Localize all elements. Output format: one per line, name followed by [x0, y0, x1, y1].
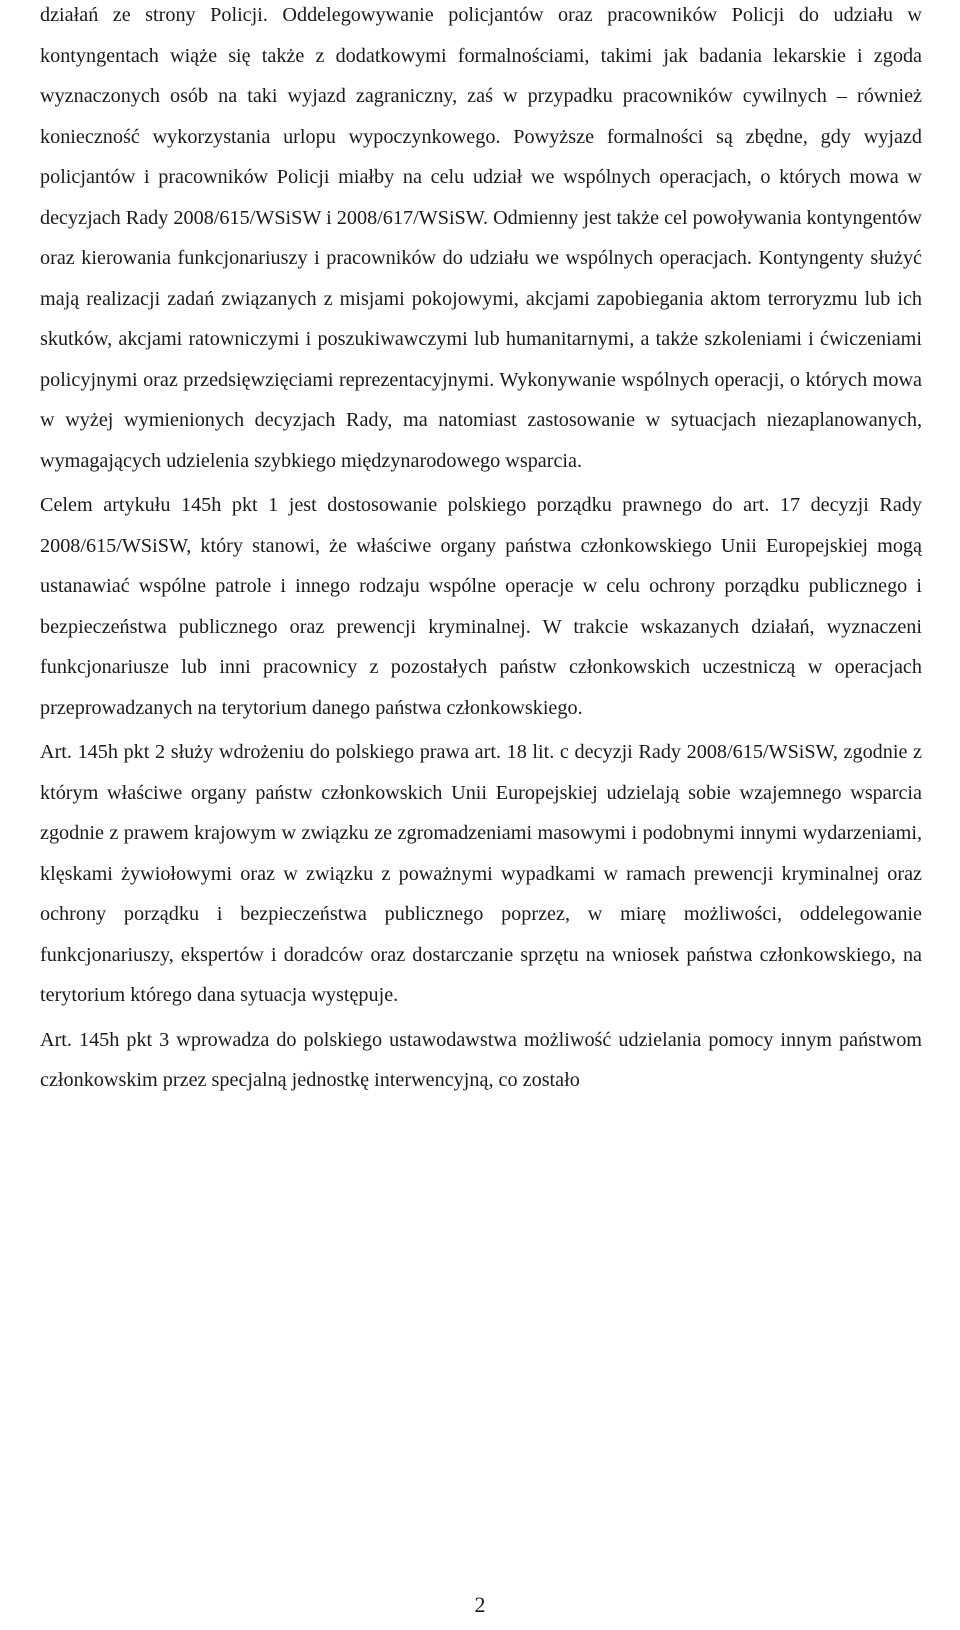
paragraph-4: Art. 145h pkt 3 wprowadza do polskiego ustawodawstwa możliwość udzielania pomocy innym państwom członkowskim przez specjalną jednostkę interwencyjną, co zostało	[40, 1028, 922, 1091]
page-number: 2	[474, 1592, 486, 1617]
paragraph-3: Art. 145h pkt 2 służy wdrożeniu do polskiego prawa art. 18 lit. c decyzji Rady 2008/615/WSiSW, zgodnie z którym właściwe organy państw członkowskich Unii Europejskiej udzielają sobie wzajemnego wsparcia zgodnie z prawem krajowym w związku ze zgromadzeniami masowymi i podobnymi innymi wydarzeniami, klęskami żywiołowymi oraz w związku z poważnymi wypadkami w ramach prewencji kryminalnej oraz ochrony porządku i bezpieczeństwa publicznego poprzez, w miarę możliwości, oddelegowanie funkcjonariuszy, ekspertów i doradców oraz dostarczanie sprzętu na wniosek państwa członkowskiego, na terytorium którego dana sytuacja występuje.	[40, 741, 922, 1006]
paragraph-2: Celem artykułu 145h pkt 1 jest dostosowanie polskiego porządku prawnego do art. 17 decyzji Rady 2008/615/WSiSW, który stanowi, że właściwe organy państwa członkowskiego Unii Europejskiej mogą ustanawiać wspólne patrole i innego rodzaju wspólne operacje w celu ochrony porządku publicznego i bezpieczeństwa publicznego oraz prewencji kryminalnej. W trakcie wskazanych działań, wyznaczeni funkcjonariusze lub inni pracownicy z pozostałych państw członkowskich uczestniczą w operacjach przeprowadzanych na terytorium danego państwa członkowskiego.	[40, 494, 922, 719]
paragraph-1: działań ze strony Policji. Oddelegowywanie policjantów oraz pracowników Policji do udziału w kontyngentach wiąże się także z dodatkowymi formalnościami, takimi jak badania lekarskie i zgoda wyznaczonych osób na taki wyjazd zagraniczny, zaś w przypadku pracowników cywilnych – również konieczność wykorzystania urlopu wypoczynkowego. Powyższe formalności są zbędne, gdy wyjazd policjantów i pracowników Policji miałby na celu udział we wspólnych operacjach, o których mowa w decyzjach Rady 2008/615/WSiSW i 2008/617/WSiSW. Odmienny jest także cel powoływania kontyngentów oraz kierowania funkcjonariuszy i pracowników do udziału we wspólnych operacjach. Kontyngenty służyć mają realizacji zadań związanych z misjami pokojowymi, akcjami zapobiegania aktom terroryzmu lub ich skutków, akcjami ratowniczymi i poszukiwawczymi lub humanitarnymi, a także szkoleniami i ćwiczeniami policyjnymi oraz przedsięwzięciami reprezentacyjnymi. Wykonywanie wspólnych operacji, o których mowa w wyżej wymienionych decyzjach Rady, ma natomiast zastosowanie w sytuacjach niezaplanowanych, wymagających udzielenia szybkiego międzynarodowego wsparcia.	[40, 4, 922, 472]
